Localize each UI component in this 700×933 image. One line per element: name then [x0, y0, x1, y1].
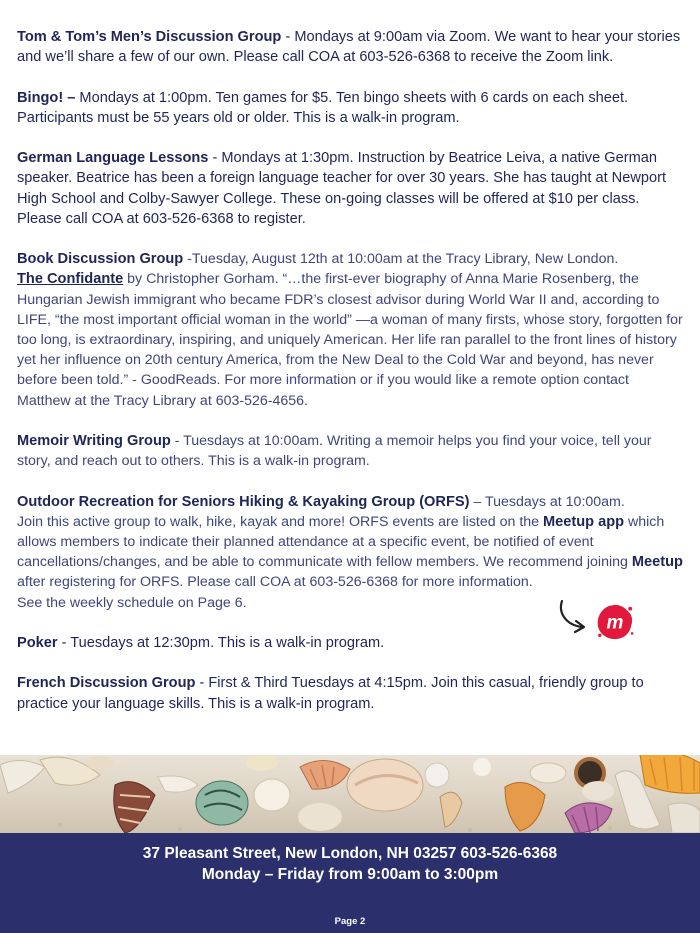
footer-bar	[0, 833, 700, 933]
poker-text: - Tuesdays at 12:30pm. This is a walk-in program.	[57, 635, 385, 651]
orfs-time: – Tuesdays at 10:00am.	[469, 493, 625, 510]
french-section	[17, 673, 685, 713]
bingo-title: Bingo! –	[17, 89, 76, 106]
meetup-callout	[556, 597, 636, 659]
french-title: French Discussion Group	[17, 675, 196, 692]
orfs-body-3: after registering for ORFS. Please call COA at 603-526-6368 for more information.	[17, 574, 533, 591]
orfs-schedule-note: See the weekly schedule on Page 6.	[17, 594, 247, 611]
toms-discussion-section	[17, 27, 685, 67]
footer-address: 37 Pleasant Street, New London, NH 03257 603-526-6368	[142, 845, 558, 862]
orfs-section	[17, 492, 685, 613]
meetup-label: Meetup	[631, 554, 683, 571]
book-discussion-description: by Christopher Gorham. “…the first-ever biography of Anna Marie Rosenberg, the Hungarian Jewish immigrant who became FDR’s closest advisor during World War II and, according to LIFE, “the most important official woman in the world” —a woman of many firsts, whose story, forgotten for too long, is extraordinary, inspiring, and uniquely American. Her life ran parallel to the front lines of history yet her influence on 20th century America, from the New Deal to the Cold War and beyond, has never before been told.” - GoodReads. For more information or if you would like a remote option contact Matthew at the Tracy Library at 603-526-4656.	[17, 271, 683, 409]
memoir-text: - Tuesdays at 10:00am. Writing a memoir helps you find your voice, tell your story, and reach out to others. This is a walk-in program.	[17, 433, 652, 470]
seashells-illustration	[0, 755, 700, 833]
book-discussion-section	[17, 249, 685, 411]
book-title-link[interactable]: The Confidante	[17, 271, 124, 288]
german-lessons-text: - Mondays at 1:30pm. Instruction by Beatrice Leiva, a native German speaker. Beatrice has been a foreign language teacher for over 30 years. She has taught at Newport High School and Colby-Sawyer College. These on-going classes will be offered at $10 per class. Please call COA at 603-526-6368 to register.	[17, 150, 667, 227]
curved-arrow-icon	[556, 597, 592, 637]
meetup-logo-icon[interactable]	[596, 603, 634, 641]
german-lessons-section	[17, 148, 685, 229]
book-discussion-title: Book Discussion Group	[17, 251, 184, 268]
footer-hours: Monday – Friday from 9:00am to 3:00pm	[201, 866, 499, 883]
french-text: - First & Third Tuesdays at 4:15pm. Join this casual, friendly group to practice your language skills. This is a walk-in program.	[17, 675, 644, 712]
book-discussion-date: -Tuesday, August 12th at 10:00am at the Tracy Library, New London.	[183, 251, 619, 268]
memoir-section	[17, 431, 685, 471]
memoir-title: Memoir Writing Group	[17, 433, 171, 449]
bingo-section	[17, 88, 685, 128]
seashells-banner	[0, 755, 700, 833]
orfs-title: Outdoor Recreation for Seniors Hiking & Kayaking Group (ORFS)	[17, 493, 470, 510]
bingo-text: Mondays at 1:00pm. Ten games for $5. Ten bingo sheets with 6 cards on each sheet. Participants must be 55 years old or older. This is a walk-in program.	[17, 89, 629, 126]
meetup-logo-letter: m	[606, 612, 624, 634]
page-number: Page 2	[334, 916, 366, 927]
toms-discussion-title: Tom & Tom’s Men’s Discussion Group	[17, 29, 282, 45]
orfs-body-2: which allows members to indicate their planned attendance at a specific event, be notified of event cancellations/changes, and be able to communicate with fellow members. We recommend joining	[17, 513, 665, 571]
meetup-app-label: Meetup app	[542, 513, 625, 530]
poker-title: Poker	[17, 635, 58, 651]
german-lessons-title: German Language Lessons	[17, 150, 209, 167]
toms-discussion-text: - Mondays at 9:00am via Zoom. We want to hear your stories and we’ll share a few of our own. Please call COA at 603-526-6368 to receive the Zoom link.	[17, 29, 681, 66]
orfs-body-1: Join this active group to walk, hike, kayak and more! ORFS events are listed on the	[17, 513, 543, 530]
